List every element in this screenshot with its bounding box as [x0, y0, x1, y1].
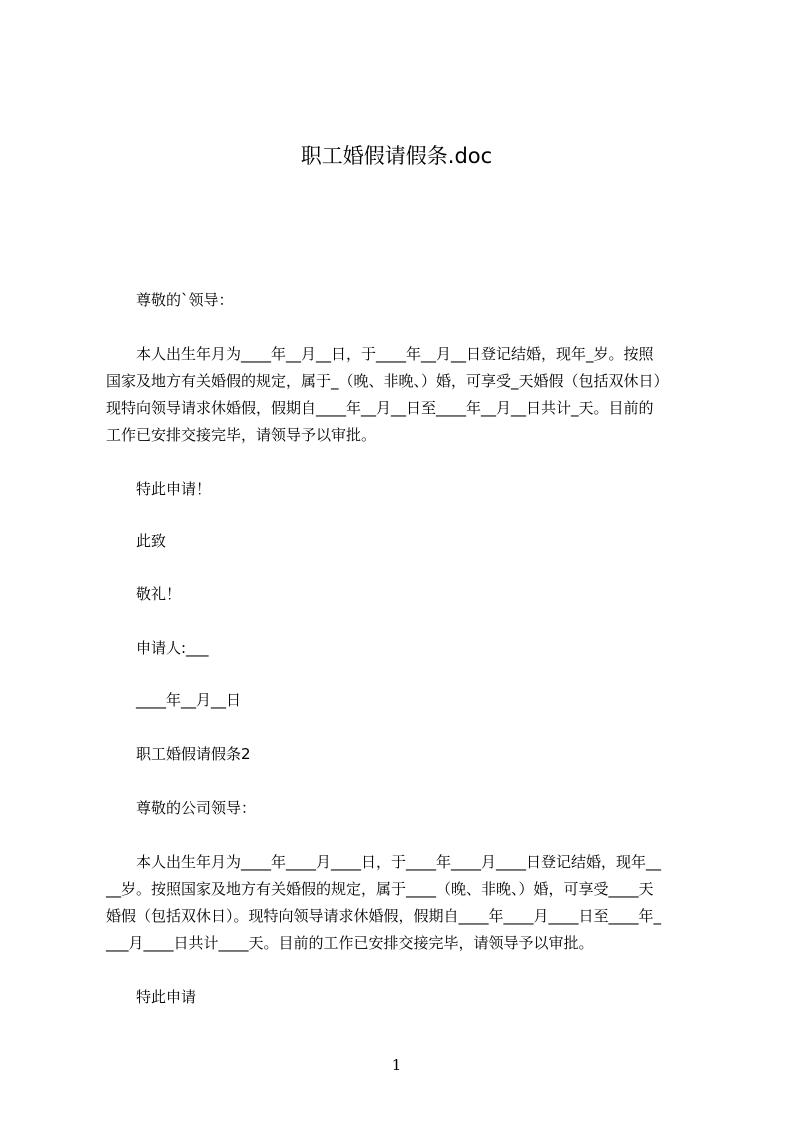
salutation: 尊敬的公司领导：	[136, 799, 257, 817]
body-line: 本人出生年月为____年__月__日，于____年__月__日登记结婚，现年_岁。按照	[136, 345, 654, 363]
body-line: 本人出生年月为____年____月____日，于____年____月____日登记结婚，现年__	[136, 853, 662, 871]
body-line: 国家及地方有关婚假的规定，属于_（晚、非晚、）婚，可享受_天婚假（包括双休日）	[106, 372, 669, 390]
body-line: ___月____日共计____天。目前的工作已安排交接完毕，请领导予以审批。	[106, 934, 594, 952]
body-line: 婚假（包括双休日）。现特向领导请求休婚假，假期自____年____月____日至____年_	[106, 907, 662, 925]
date-line: ____年__月__日	[136, 691, 242, 709]
section-heading: 职工婚假请假条2	[136, 745, 251, 763]
body-line: __岁。按照国家及地方有关婚假的规定，属于____（晚、非晚、）婚，可享受____天	[106, 880, 654, 898]
request-line: 特此申请	[136, 988, 197, 1006]
closing-line: 此致	[136, 532, 167, 550]
salutation: 尊敬的`领导：	[136, 291, 234, 309]
closing-line: 敬礼！	[136, 585, 182, 603]
document-title: 职工婚假请假条.doc	[300, 144, 493, 168]
body-line: 现特向领导请求休婚假，假期自____年__月__日至____年__月__日共计_天。目前的	[106, 399, 654, 417]
request-line: 特此申请！	[136, 480, 212, 498]
page-number: 1	[391, 1056, 402, 1074]
applicant-line: 申请人:___	[136, 639, 209, 657]
body-line: 工作已安排交接完毕，请领导予以审批。	[106, 426, 377, 444]
